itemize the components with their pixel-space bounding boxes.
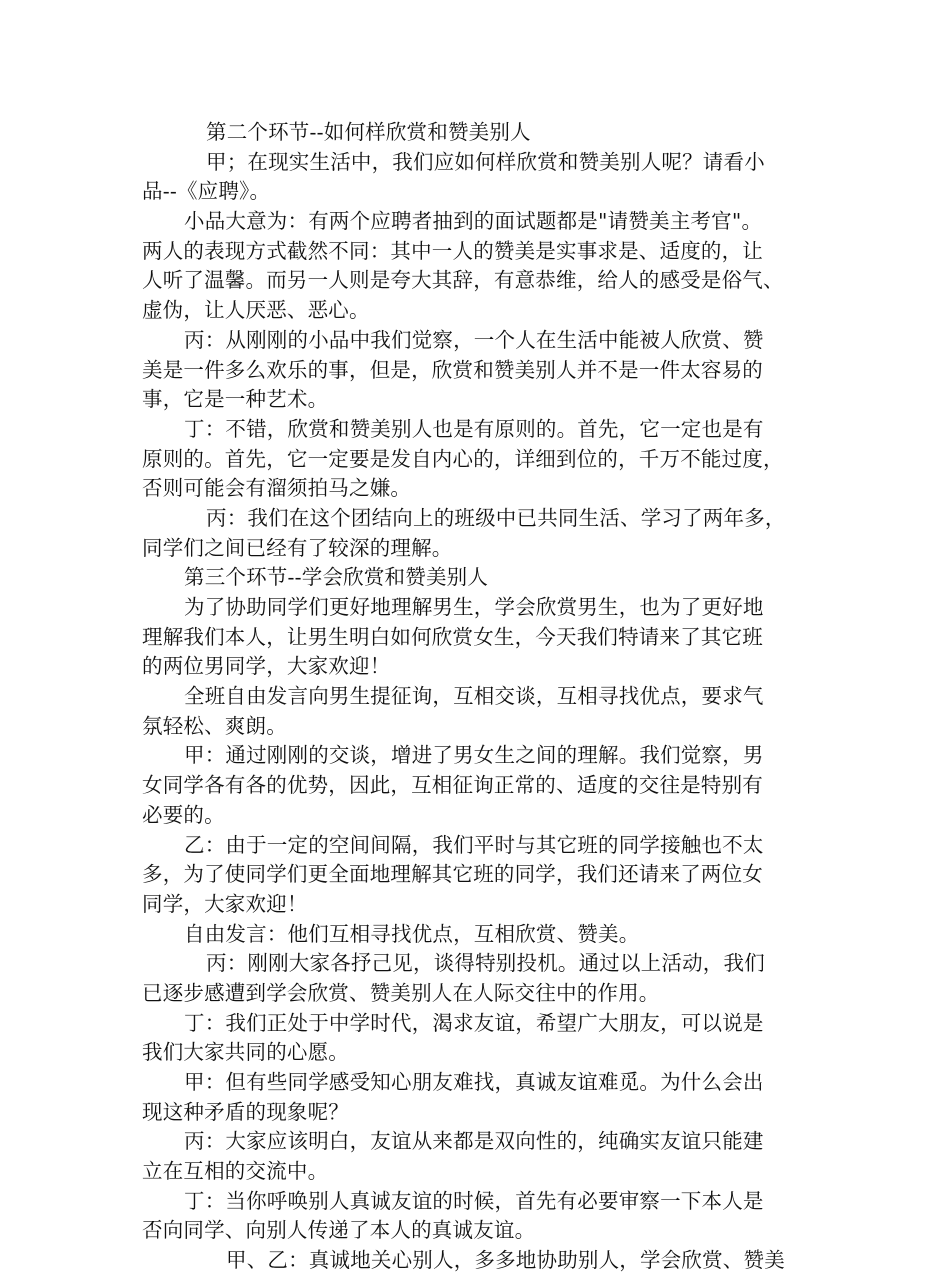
- text-line: 立在互相的交流中。: [142, 1159, 329, 1184]
- document-body: [142, 118, 826, 1276]
- text-line: 否则可能会有溜须拍马之嫌。: [142, 476, 412, 501]
- text-line: 多，为了使同学们更全面地理解其它班的同学，我们还请来了两位女: [142, 862, 763, 887]
- text-line: 甲、乙：真诚地关心别人，多多地协助别人，学会欣赏、赞美: [226, 1248, 785, 1273]
- text-line: 氛轻松、爽朗。: [142, 713, 287, 738]
- text-line: 第二个环节--如何样欣赏和赞美别人: [206, 120, 531, 144]
- text-line: 第三个环节--学会欣赏和赞美别人: [184, 565, 489, 590]
- text-line: 理解我们本人，让男生明白如何欣赏女生，今天我们特请来了其它班: [142, 624, 763, 649]
- text-line: 两人的表现方式截然不同：其中一人的赞美是实事求是、适度的，让: [142, 238, 763, 263]
- text-line: 为了协助同学们更好地理解男生，学会欣赏男生，也为了更好地: [184, 595, 764, 619]
- text-line: 美是一件多么欢乐的事，但是，欣赏和赞美别人并不是一件太容易的: [142, 357, 763, 382]
- text-line: 女同学各有各的优势，因此，互相征询正常的、适度的交往是特别有: [142, 773, 763, 798]
- text-line: 丁：我们正处于中学时代，渴求友谊，希望广大朋友，可以说是: [184, 1010, 764, 1035]
- text-line: 乙：由于一定的空间间隔，我们平时与其它班的同学接触也不太: [184, 832, 764, 857]
- text-line: 自由发言：他们互相寻找优点，互相欣赏、赞美。: [184, 921, 640, 946]
- text-line: 已逐步感遭到学会欣赏、赞美别人在人际交往中的作用。: [142, 980, 660, 1005]
- text-line: 我们大家共同的心愿。: [142, 1040, 349, 1065]
- text-line: 丁：当你呼唤别人真诚友谊的时候，首先有必要审察一下本人是: [184, 1188, 764, 1213]
- text-line: 品--《应聘》。: [142, 179, 271, 204]
- text-line: 甲：通过刚刚的交谈，增进了男女生之间的理解。我们觉察，男: [184, 743, 764, 768]
- text-line: 甲：但有些同学感受知心朋友难找，真诚友谊难觅。为什么会出: [184, 1070, 764, 1094]
- text-line: 全班自由发言向男生提征询，互相交谈，互相寻找优点，要求气: [184, 684, 764, 709]
- text-line: 的两位男同学，大家欢迎！: [142, 654, 391, 679]
- text-line: 丁：不错，欣赏和赞美别人也是有原则的。首先，它一定也是有: [184, 416, 764, 441]
- text-line: 丙：从刚刚的小品中我们觉察，一个人在生活中能被人欣赏、赞: [184, 327, 764, 352]
- text-line: 丙：我们在这个团结向上的班级中已共同生活、学习了两年多，: [206, 505, 786, 530]
- text-line: 同学们之间已经有了较深的理解。: [142, 535, 453, 560]
- text-line: 丙：刚刚大家各抒己见，谈得特别投机。通过以上活动，我们: [206, 951, 765, 976]
- text-line: 甲；在现实生活中，我们应如何样欣赏和赞美别人呢？请看小: [206, 149, 765, 174]
- text-line: 虚伪，让人厌恶、恶心。: [142, 298, 370, 323]
- text-line: 人听了温馨。而另一人则是夸大其辞，有意恭维，给人的感受是俗气、: [142, 268, 784, 293]
- text-line: 现这种矛盾的现象呢？: [142, 1099, 349, 1124]
- text-line: 小品大意为：有两个应聘者抽到的面试题都是"请赞美主考官"。: [184, 209, 763, 234]
- document-page: [142, 118, 826, 1276]
- text-line: 否向同学、向别人传递了本人的真诚友谊。: [142, 1218, 536, 1243]
- text-line: 同学，大家欢迎！: [142, 891, 308, 916]
- text-line: 必要的。: [142, 802, 225, 827]
- text-line: 原则的。首先，它一定要是发自内心的，详细到位的，千万不能过度，: [142, 446, 784, 471]
- text-line: 丙：大家应该明白，友谊从来都是双向性的，纯确实友谊只能建: [184, 1129, 764, 1154]
- text-line: 事，它是一种艺术。: [142, 387, 329, 412]
